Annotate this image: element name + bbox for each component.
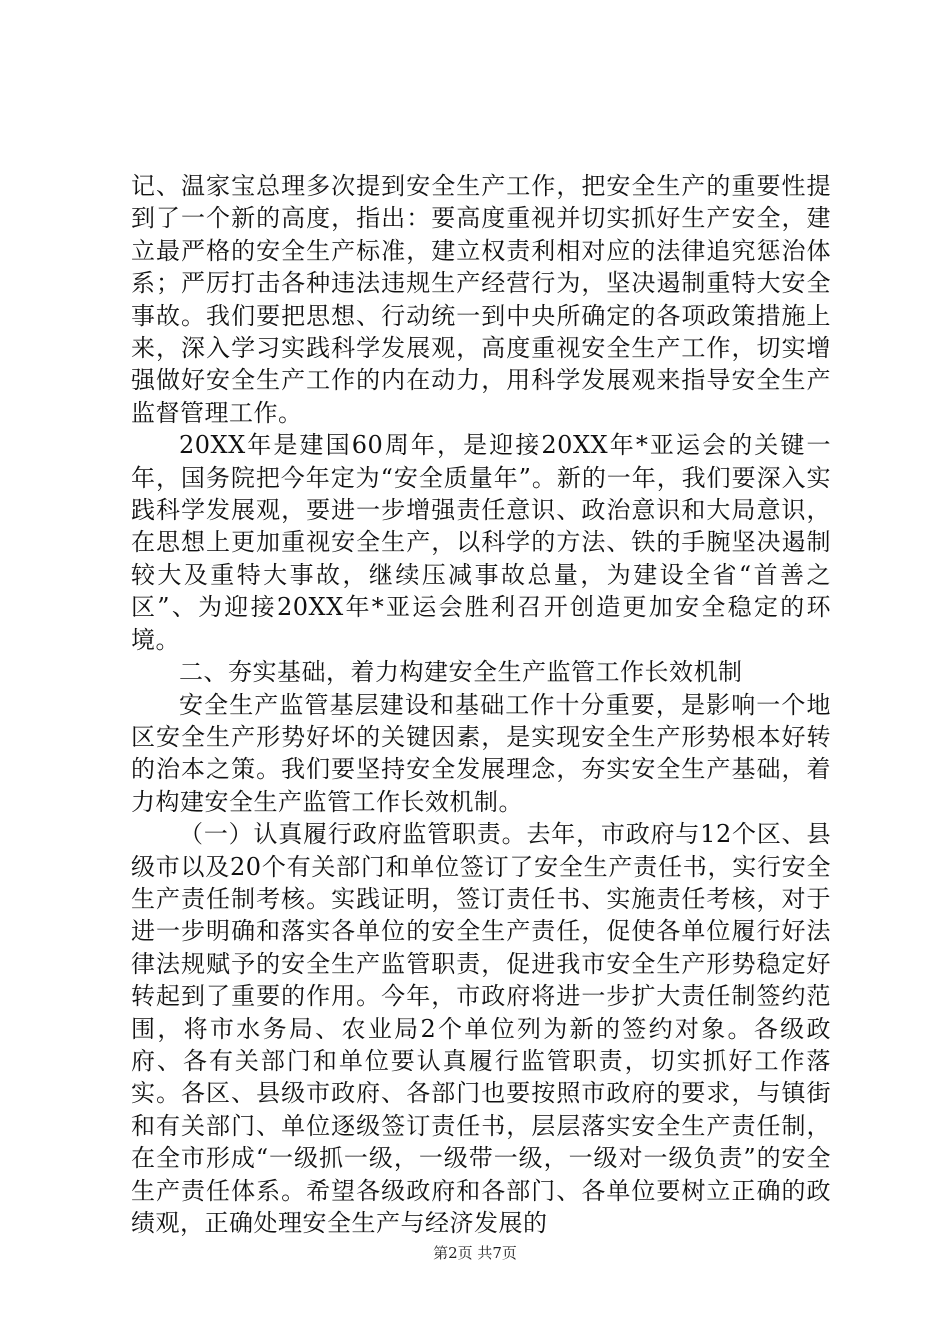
paragraph-foundation: 安全生产监管基层建设和基础工作十分重要，是影响一个地区安全生产形势好坏的关键因素，是实现安全生产形势根本好转的治本之策。我们要坚持安全发展理念，夯实安全生产基础，着力构建安全生产监管工作长效机制。 bbox=[131, 690, 831, 816]
paragraph-continuation: 记、温家宝总理多次提到安全生产工作，把安全生产的重要性提到了一个新的高度，指出：要高度重视并切实抓好生产安全，建立最严格的安全生产标准，建立权责利相对应的法律追究惩治体系；严厉打击各种违法违规生产经营行为，坚决遏制重特大安全事故。我们要把思想、行动统一到中央所确定的各项政策措施上来，深入学习实践科学发展观，高度重视安全生产工作，切实增强做好安全生产工作的内在动力，用科学发展观来指导安全生产监督管理工作。 bbox=[131, 172, 831, 427]
paragraph-year-2009: 20XX年是建国60周年，是迎接20XX年*亚运会的关键一年，国务院把今年定为“安全质量年”。新的一年，我们要深入实践科学发展观，要进一步增强责任意识、政治意识和大局意识，在思想上更加重视安全生产，以科学的方法、铁的手腕坚决遏制较大及重特大事故，继续压减事故总量，为建设全省“首善之区”、为迎接20XX年*亚运会胜利召开创造更加安全稳定的环境。 bbox=[131, 431, 831, 654]
paragraph-duties: （一）认真履行政府监管职责。去年，市政府与12个区、县级市以及20个有关部门和单位签订了安全生产责任书，实行安全生产责任制考核。实践证明，签订责任书、实施责任考核，对于进一步明确和落实各单位的安全生产责任，促使各单位履行好法律法规赋予的安全生产监管职责，促进我市安全生产形势稳定好转起到了重要的作用。今年，市政府将进一步扩大责任制签约范围，将市水务局、农业局2个单位列为新的签约对象。各级政府、各有关部门和单位要认真履行监管职责，切实抓好工作落实。各区、县级市政府、各部门也要按照市政府的要求，与镇街和有关部门、单位逐级签订责任书，层层落实安全生产责任制，在全市形成“一级抓一级，一级带一级，一级对一级负责”的安全生产责任体系。希望各级政府和各部门、各单位要树立正确的政绩观，正确处理安全生产与经济发展的 bbox=[131, 820, 831, 1237]
section-heading-2: 二、夯实基础，着力构建安全生产监管工作长效机制 bbox=[179, 658, 743, 687]
body-text bbox=[131, 170, 831, 1239]
page-footer: 第2页 共7页 bbox=[433, 1244, 517, 1262]
